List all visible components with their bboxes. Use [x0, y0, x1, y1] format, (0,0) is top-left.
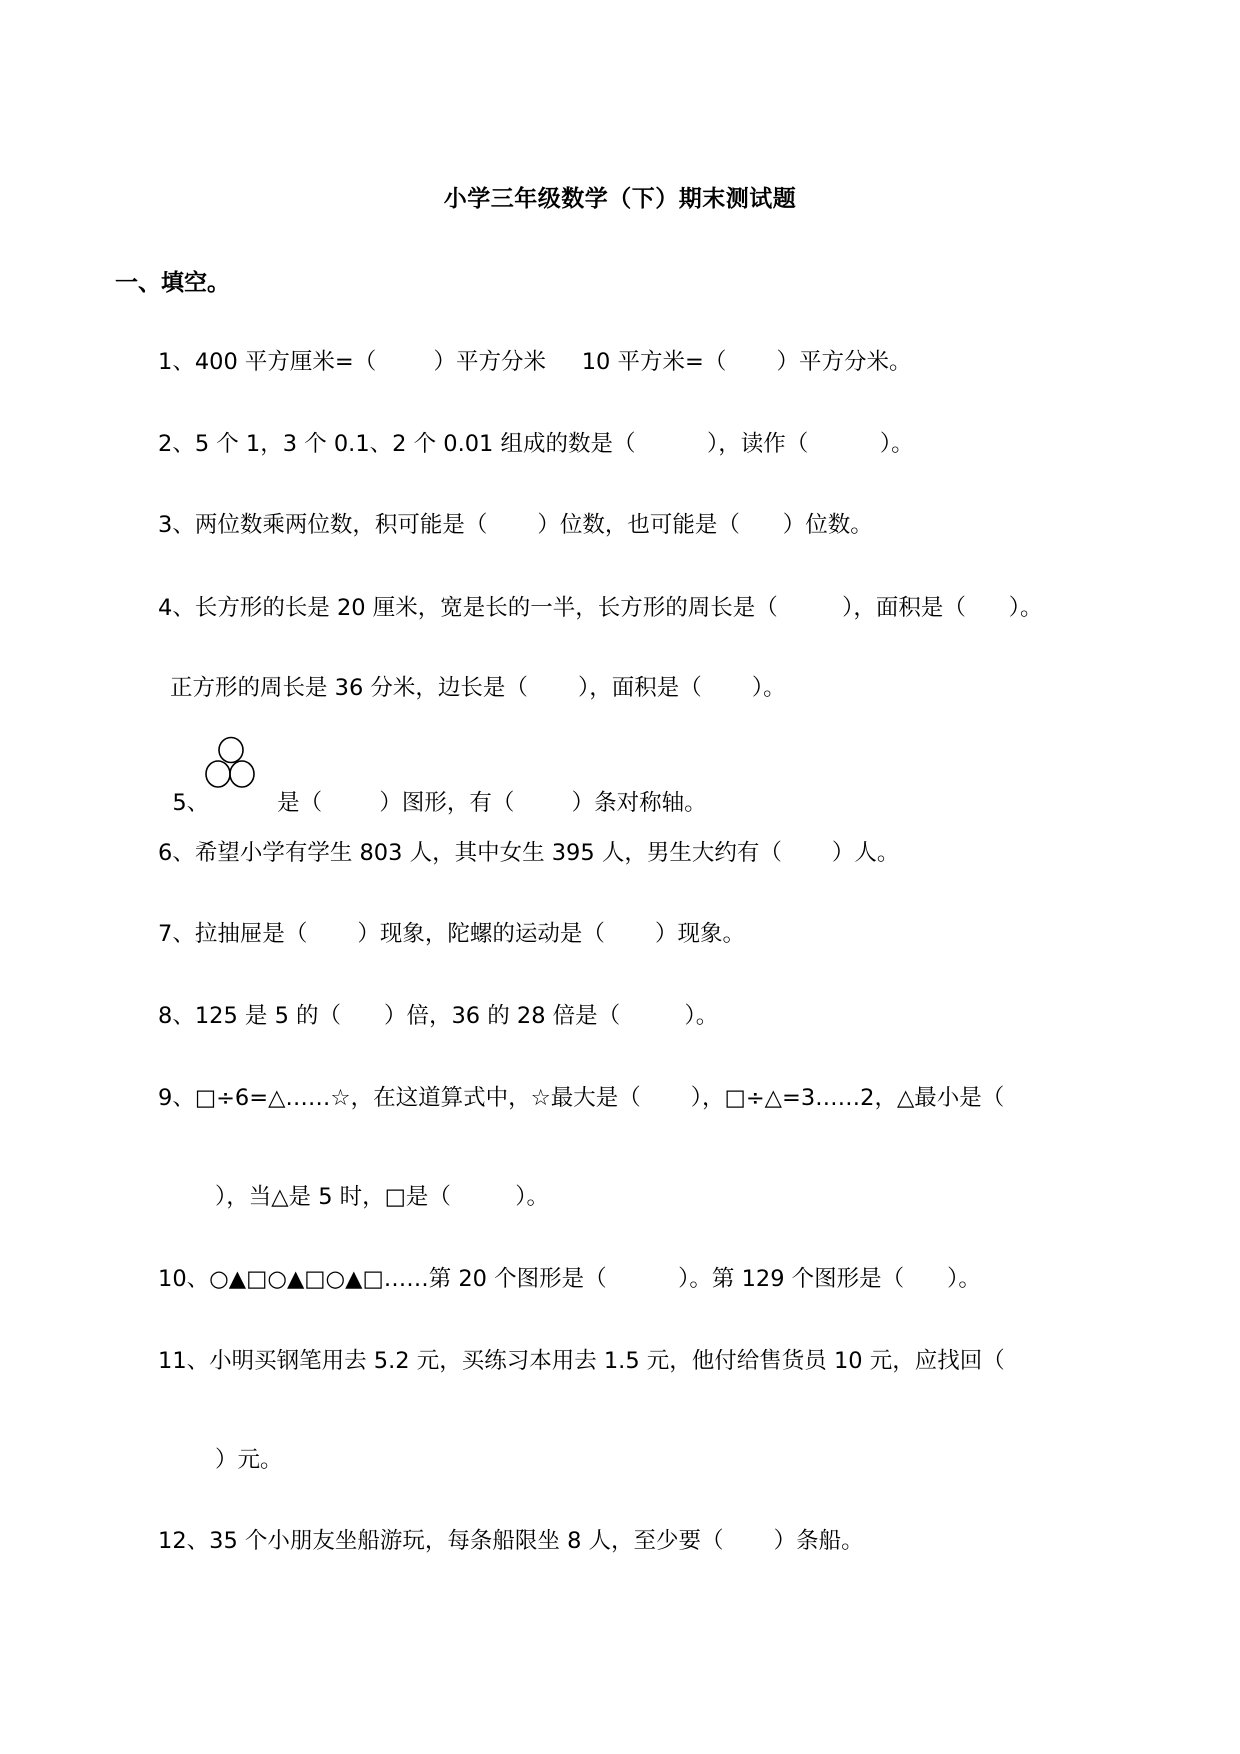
- question-9a: 9、□÷6=△……☆，在这道算式中，☆最大是（ ），□÷△=3……2，△最小是（: [158, 1085, 1005, 1111]
- page-title: 小学三年级数学（下）期末测试题: [443, 186, 797, 212]
- question-7: 7、拉抽屉是（ ）现象，陀螺的运动是（ ）现象。: [158, 921, 745, 947]
- question-3: 3、两位数乘两位数，积可能是（ ）位数，也可能是（ ）位数。: [158, 512, 873, 538]
- question-2: 2、5 个 1，3 个 0.1、2 个 0.01 组成的数是（ ），读作（ ）。: [158, 431, 914, 457]
- question-5-text: 是（ ）图形，有（ ）条对称轴。: [277, 790, 707, 816]
- question-12: 12、35 个小朋友坐船游玩，每条船限坐 8 人，至少要（ ）条船。: [158, 1528, 864, 1554]
- question-10: 10、○▲□○▲□○▲□……第 20 个图形是（ ）。第 129 个图形是（ ）。: [158, 1266, 981, 1292]
- question-1: 1、400 平方厘米=（ ）平方分米 10 平方米=（ ）平方分米。: [158, 349, 912, 375]
- question-6: 6、希望小学有学生 803 人，其中女生 395 人，男生大约有（ ）人。: [158, 840, 900, 866]
- question-8: 8、125 是 5 的（ ）倍，36 的 28 倍是（ ）。: [158, 1003, 719, 1029]
- section-heading-fill-in-blank: 一、填空。: [115, 270, 230, 296]
- question-9b: ），当△是 5 时，□是（ ）。: [215, 1184, 550, 1210]
- question-11b: ）元。: [215, 1447, 283, 1473]
- question-5-number: 5、: [172, 790, 210, 816]
- three-circles-figure-icon: [205, 736, 265, 790]
- question-11a: 11、小明买钢笔用去 5.2 元，买练习本用去 1.5 元，他付给售货员 10 元，应找回（: [158, 1348, 1005, 1374]
- question-4b: 正方形的周长是 36 分米，边长是（ ），面积是（ ）。: [170, 675, 786, 701]
- question-4a: 4、长方形的长是 20 厘米，宽是长的一半，长方形的周长是（ ），面积是（ ）。: [158, 595, 1043, 621]
